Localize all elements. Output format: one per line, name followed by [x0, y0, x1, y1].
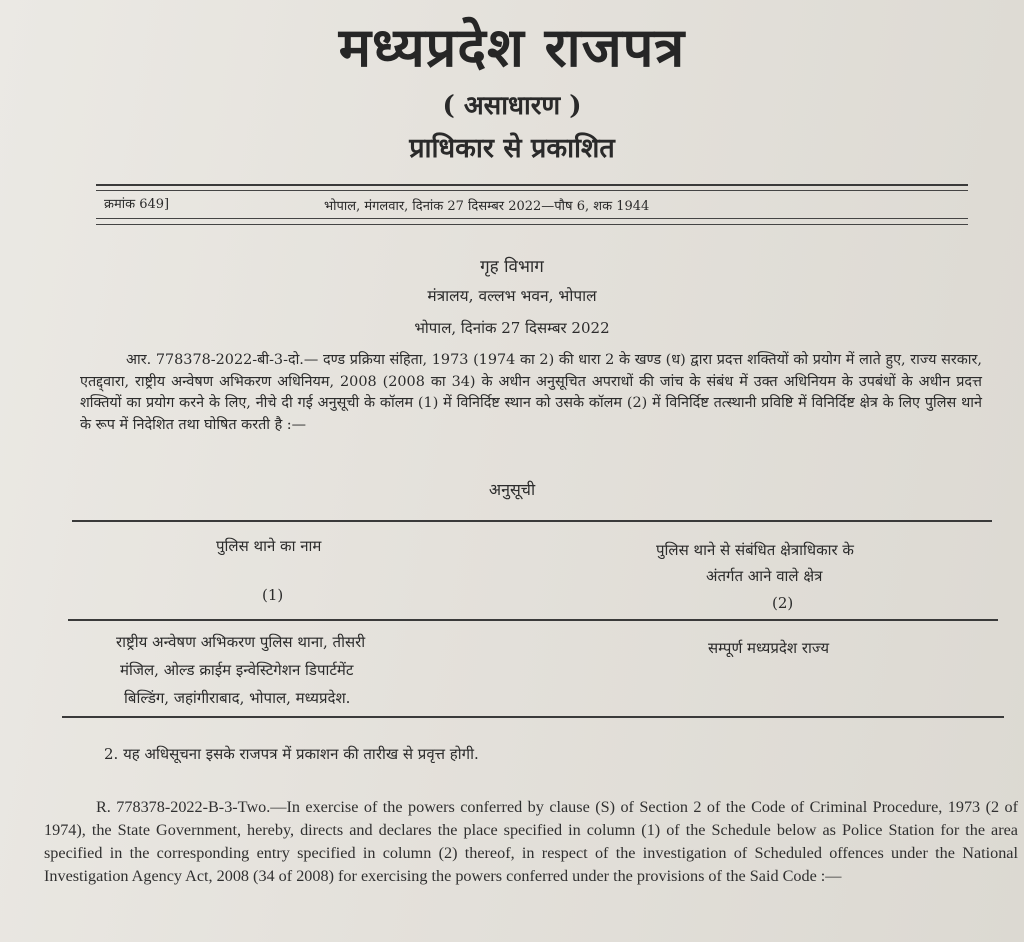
notification-english: R. 778378-2022-B-3-Two.—In exercise of the powers conferred by clause (S) of Section 2 of the Code of Criminal Procedure, 1973 (2 of 1974), the State Government, hereby, directs and declares the place specified in column (1) of the Schedule below as Police Station for the area specified in the corresponding entry specified in column (2) thereof, in respect of the investigation of Scheduled offences under the National Investigation Agency Act, 2008 (34 of 2008) for exercising the powers conferred under the provisions of the Said Code :— — [44, 798, 1018, 885]
schedule-col2-header-line2: अंतर्गत आने वाले क्षेत्र — [706, 567, 823, 585]
schedule-rule-mid — [68, 619, 998, 621]
schedule-row-col1-line2: मंजिल, ओल्ड क्राईम इन्वेस्टिगेशन डिपार्टमेंट — [120, 661, 354, 679]
header-rule-top-2 — [96, 190, 968, 191]
issue-serial: क्रमांक 649] — [104, 197, 170, 212]
gazette-authority: प्राधिकार से प्रकाशित — [409, 133, 615, 164]
schedule-title: अनुसूची — [488, 480, 536, 499]
schedule-col2-header-line1: पुलिस थाने से संबंधित क्षेत्राधिकार के — [656, 541, 854, 559]
gazette-title: मध्यप्रदेश राजपत्र — [338, 15, 686, 79]
schedule-col1-header: पुलिस थाने का नाम — [216, 537, 322, 555]
schedule-row-col1-line3: बिल्डिंग, जहांगीराबाद, भोपाल, मध्यप्रदेश. — [124, 689, 351, 707]
schedule-rule-bottom — [62, 716, 1004, 718]
schedule-col1-number: (1) — [262, 586, 284, 604]
schedule-row-col1-line1: राष्ट्रीय अन्वेषण अभिकरण पुलिस थाना, तीसरी — [116, 633, 366, 651]
gazette-type: ( असाधारण ) — [442, 91, 582, 121]
schedule-row-col2: सम्पूर्ण मध्यप्रदेश राज्य — [708, 639, 830, 657]
header-rule-bottom — [96, 218, 968, 219]
header-rule-top — [96, 184, 968, 186]
issue-dateline: भोपाल, मंगलवार, दिनांक 27 दिसम्बर 2022—पौष 6, शक 1944 — [324, 199, 650, 214]
header-rule-bottom-2 — [96, 224, 968, 225]
clause-2-hindi: 2. यह अधिसूचना इसके राजपत्र में प्रकाशन की तारीख से प्रवृत्त होगी. — [104, 745, 479, 763]
notification-hindi: आर. 778378-2022-बी-3-दो.— दण्ड प्रक्रिया संहिता, 1973 (1974 का 2) की धारा 2 के खण्ड (ध) द्वारा प्रदत्त शक्तियों को प्रयोग में लाते हुए, राज्य सरकार, एतद्द्वारा, राष्ट्रीय अन्वेषण अभिकरण अधिनियम, 2008 (2008 का 34) के अधीन अनुसूचित अपराधों की जांच के संबंध में उक्त अधिनियम के उपबंधों के अधीन प्रदत्त शक्तियों का प्रयोग करने के लिए, नीचे दी गई अनुसूची के कॉलम (1) में विनिर्दिष्ट स्थान को उसके कॉलम (2) में विनिर्दिष्ट तत्स्थानी प्रविष्टि में विनिर्दिष्ट क्षेत्र के लिए पुलिस थाने के रूप में निदेशित तथा घोषित करती है :— — [80, 352, 982, 433]
department-address: मंत्रालय, वल्लभ भवन, भोपाल — [427, 287, 597, 305]
department-name: गृह विभाग — [480, 257, 544, 277]
schedule-col2-number: (2) — [772, 594, 794, 612]
schedule-rule-top — [72, 520, 992, 522]
department-date: भोपाल, दिनांक 27 दिसम्बर 2022 — [414, 319, 610, 337]
